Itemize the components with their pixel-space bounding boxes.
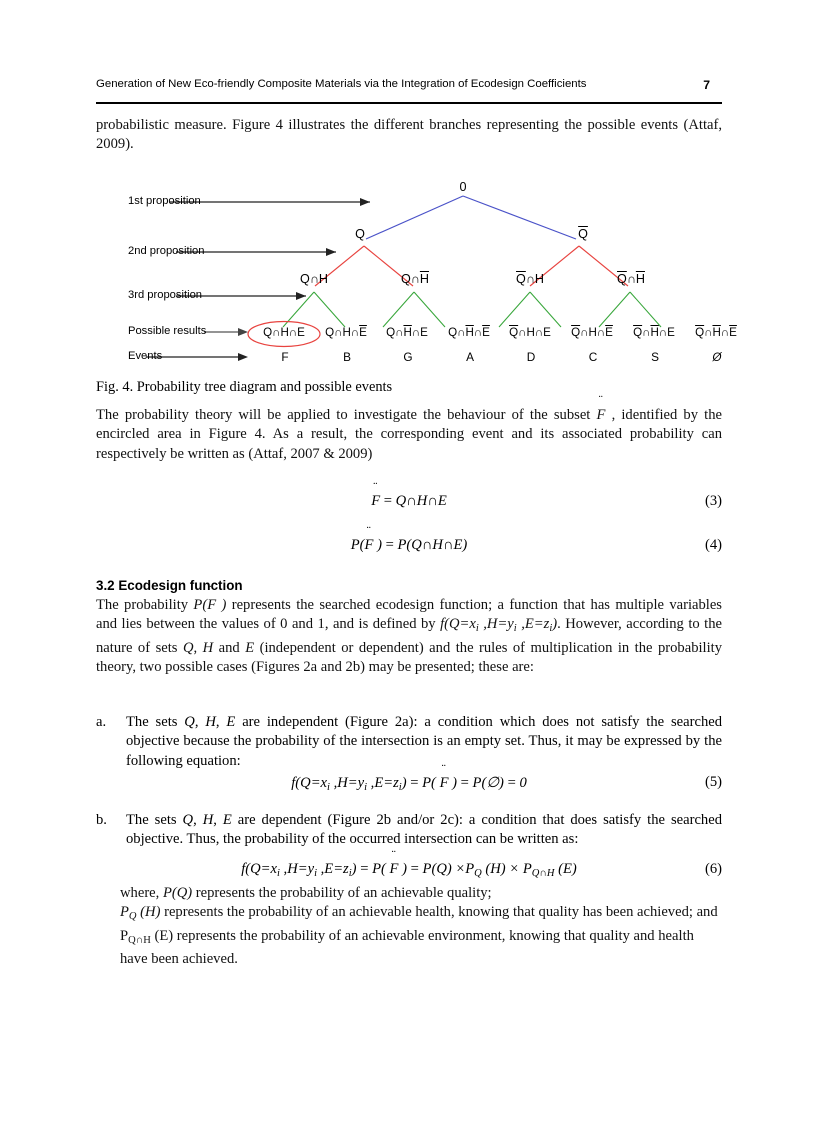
symbol-f-double-dot: F ¨: [371, 493, 380, 510]
equation-3-number: (3): [704, 493, 722, 509]
header-title: Generation of New Eco-friendly Composite Materials via the Integration of Ecodesign Coefficients: [96, 78, 587, 90]
tree-leaf-1: Q∩H∩E: [263, 326, 305, 339]
tree-event-5: D: [526, 350, 536, 364]
after-figure-text-1: The probability theory will be applied to investigate the behaviour of the subset: [96, 407, 597, 423]
closing-block: [96, 884, 722, 969]
row-label-1st-proposition: 1st proposition: [128, 195, 201, 207]
equation-3-body: F ¨ = Q∩H∩E: [96, 493, 722, 510]
level2-branches: [315, 246, 628, 286]
tree-node-root: 0: [459, 180, 467, 194]
inline-p-f: P: [193, 597, 203, 613]
equation-4: [96, 537, 722, 554]
level3-branches: [283, 292, 661, 327]
tree-leaf-2: $Q\cap H\cap\overline{E}$: [325, 326, 367, 339]
inline-f-definition: $f(Q=x_i$ $,H=y_i$ $,E=z_i$): [440, 616, 558, 635]
equation-6-body: $f(Q=x_i$ $,H=y_i$ $,E=z_i) = P$( F ¨ ) = $P(Q) \times P_Q$ $(H) \times P_{Q\cap H}$ (E): [96, 861, 722, 879]
list-body-b: The sets Q, H, E are dependent (Figure 2b and/or 2c): a condition that does satisfy the searched objective. Thus, the probability of the occurred intersection can be written as:: [126, 812, 722, 848]
tree-event-2: B: [343, 350, 351, 364]
tree-node-q-bar: $\overline{Q}$: [578, 227, 588, 241]
equation-6-number: (6): [704, 861, 722, 877]
equation-4-number: (4): [704, 537, 722, 553]
tree-event-3: G: [403, 350, 413, 364]
intro-paragraph: probabilistic measure. Figure 4 illustrates the different branches representing the possible events (Attaf, 2009).: [96, 117, 722, 153]
level1-branches: [366, 196, 576, 239]
list-item-b: [96, 811, 722, 850]
figure-caption: Fig. 4. Probability tree diagram and possible events: [96, 379, 393, 395]
tree-node-qbar-and-h: $\overline{Q}\cap H$: [516, 272, 544, 286]
tree-node-q: Q: [355, 227, 365, 241]
list-body-a: The sets Q, H, E are independent (Figure 2a): a condition which does not satisfy the searched objective because the probability of the intersection is an empty set. Thus, it may be expressed by the following equation:: [126, 714, 723, 769]
row-label-possible-results: Possible results: [128, 325, 207, 337]
tree-event-8: Ø: [712, 350, 722, 364]
equation-3: [96, 493, 722, 510]
tree-leaf-3: $Q\cap\overline{H}\cap E$: [386, 326, 428, 339]
section-body-text-3: . However, according to the nature of sets: [96, 616, 722, 656]
list-marker-a: a.: [96, 714, 107, 730]
equation-5: [96, 774, 722, 793]
equation-6: [96, 861, 722, 879]
closing-line-3: $P_{Q\cap H}$ (E) represents the probability of an achievable environment, knowing that quality and health have been achieved.: [120, 927, 694, 967]
figure-probability-tree: [96, 168, 737, 373]
tree-leaf-6: $\overline{Q}\cap H\cap\overline{E}$: [571, 326, 613, 339]
tree-event-6: C: [588, 350, 598, 364]
paragraph-after-figure: [96, 406, 722, 464]
symbol-f-double-dot: F ¨: [207, 596, 216, 615]
equation-4-body: P(F ¨ ) = P(Q∩H∩E): [96, 537, 722, 554]
tree-leaf-7: $\overline{Q}\cap\overline{H}\cap E$: [633, 326, 675, 339]
equation-5-body: $f(Q=x_i$ $,H=y_i$ $,E=z_i) = P$( F ¨ ) = P(∅) = 0: [96, 774, 722, 793]
tree-event-4: A: [466, 350, 474, 364]
tree-event-7: S: [651, 350, 659, 364]
tree-event-1: F: [281, 350, 289, 364]
tree-node-q-and-hbar: $Q\cap\overline{H}$: [401, 272, 429, 286]
tree-node-qbar-and-hbar: $\overline{Q}\cap\overline{H}$: [617, 272, 645, 286]
equation-5-number: (5): [704, 774, 722, 790]
tree-leaf-8: $\overline{Q}\cap\overline{H}\cap\overline{E}$: [695, 326, 737, 339]
list-item-a: [96, 713, 722, 771]
tree-leaf-5: $\overline{Q}\cap H\cap E$: [509, 326, 551, 339]
page-header: [96, 78, 722, 104]
inline-sets: Q: [182, 639, 194, 656]
tree-leaf-4: $Q\cap\overline{H}\cap\overline{E}$: [448, 326, 490, 339]
page-number: 7: [703, 78, 710, 92]
section-body-paragraph: The probability P(F ¨ ) represents the searched ecodesign function; a function that has multiple variables and lies between the values of 0 and 1, and is defined by $f(Q=x_i$ $,H=y_i$ $,E=z_i$). However, according to the nature of sets Q, H and E (independent or dependent) and the rules of multiplication in the probability theory, two possible cases (Figures 2a and 2b) may be presented; these are:: [96, 596, 722, 677]
tree-node-q-and-h: Q∩H: [300, 272, 328, 286]
list-marker-b: b.: [96, 812, 107, 828]
after-figure-text-2: , identified by the encircled area in Figure 4. As a result, the corresponding event and its associated probability can respectively be written as (Attaf, 2007 & 2009): [96, 407, 722, 462]
symbol-f-double-dot: F ¨: [390, 861, 399, 878]
row-label-events: Events: [128, 350, 163, 362]
section-body-text-2: represents the searched ecodesign function; a function that has multiple variables and lies between the values of 0 and 1, and is defined by: [96, 597, 722, 633]
symbol-f-double-dot: F ¨: [597, 406, 606, 425]
section-body-text-1: The probability: [96, 597, 194, 613]
symbol-f-double-dot: F ¨: [365, 537, 374, 554]
symbol-f-double-dot: F ¨: [440, 775, 449, 792]
section-heading: 3.2 Ecodesign function: [96, 578, 243, 593]
row-label-3rd-proposition: 3rd proposition: [128, 289, 203, 301]
closing-line-2: $P_Q$ (H) represents the probability of an achievable health, knowing that quality has been achieved; and: [120, 904, 718, 923]
row-label-2nd-proposition: 2nd proposition: [128, 245, 205, 257]
closing-line-1: where, P(Q) represents the probability of an achievable quality;: [120, 885, 492, 901]
section-body-text-4: (independent or dependent) and the rules of multiplication in the probability theory, two possible cases (Figures 2a and 2b) may be presented; these are:: [96, 639, 723, 675]
